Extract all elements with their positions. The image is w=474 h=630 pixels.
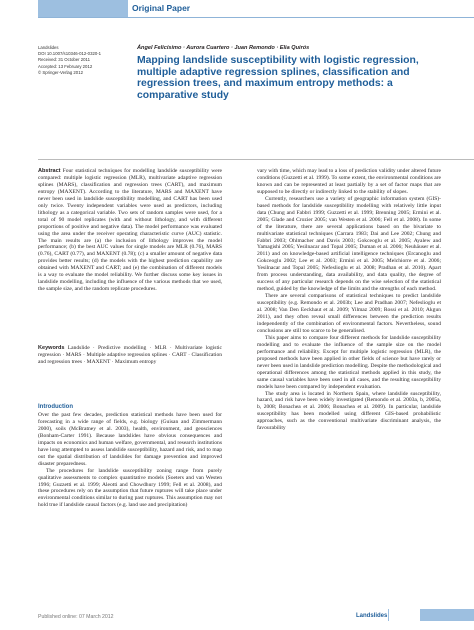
introduction-body bbox=[38, 412, 222, 509]
article-meta bbox=[38, 45, 120, 76]
body-paragraph: This paper aims to compare four different methods for landslide susceptibility modelling and to evaluate the influence of the sample size on the model performance and reliability. Except for multiple logistic regression (MLR), the proposed methods have been applied in other fields of science but have rarely or never been used in landslide prediction modelling. Despite the methodological and operational differences among the statistical methods applied in this study, the same causal variables have been used in all cases, and the resulting susceptibility models have been compared by independent evaluation. bbox=[257, 334, 441, 390]
authors: Ángel Felicísimo · Aurora Cuartero · Juan Remondo · Elia Quirós bbox=[137, 45, 310, 51]
copyright: © Springer-Verlag 2012 bbox=[38, 69, 83, 75]
footer-accent-block bbox=[420, 609, 474, 621]
right-column bbox=[257, 168, 441, 432]
body-paragraph: vary with time, which may lead to a loss of prediction validity under altered future conditions (Guzzetti et al. 1999). To some extent, the environmental conditions are known and can be represented at least partially by a set of factor maps that are supposed to be directly or indirectly linked to the stability of slopes. bbox=[257, 168, 441, 195]
footer-journal: Landslides bbox=[356, 613, 388, 619]
keywords-text: Landslide · Predictive modelling · MLR · Multivariate logistic regression · MARS · Multiple adaptive regression splines · CART · Classification and regression trees · MAXENT · Maximum entropy bbox=[38, 345, 222, 365]
abstract-label: Abstract bbox=[38, 168, 61, 174]
keywords bbox=[38, 345, 222, 366]
body-paragraph: Currently, researchers use a variety of geographic information system (GIS)-based methods for landslide susceptibility modelling with relatively little input data (Chung and Fabbri 1999; Guzzetti et al. 1999; Brenning 2005; Ermini et al. 2005; Glade and Crozier 2005; van Westen et al. 2006; Fell et al. 2008). In some of the literature, there are several applications based on the bivariate to multivariate statistical techniques (Carrara 1983; Dai and Lee 2002; Chung and Fabbri 2003; Ohlmacher and Davis 2003; Gokceoglu et al. 2005; Ayalew and Yamagishi 2005; Yesilnacar and Topal 2005; Duman et al. 2006; Neuhäuser et al. 2011) and on knowledge-based artificial intelligence techniques (Ercanoglu and Gokceoglu 2002; Lee et al. 2003; Ermini et al. 2005; Melchiorre et al. 2006; Yesilnacar and Topal 2005; Nefeslioglu et al. 2008; Pradhan et al. 2010). Apart from process understanding, data availability, and data quality, the degree of success of any particular research depends on the wise selection of the statistical method, guided by the knowledge of the limits and the strengths of each method. bbox=[257, 195, 441, 293]
header-accent-block bbox=[38, 0, 128, 17]
paper-title: Mapping landslide susceptibility with logistic regression, multiple adaptive regression splines, classification and regression trees, and maximum entropy methods: a comparative study bbox=[137, 55, 419, 101]
introduction-heading: Introduction bbox=[38, 404, 73, 410]
received-date: Received: 31 October 2011 bbox=[38, 57, 90, 63]
intro-paragraph: The procedures for landslide susceptibility zoning range from purely qualitative assessments to complex quantitative models (Soeters and van Westen 1996; Guzzetti et al. 1999; Aleotti and Chowdhury 1999; Fell et al. 2008), and these procedures rely on the assumption that future ruptures will take place under environmental conditions similar to during past ruptures. This assumption may not hold true if landslide causal factors (e.g. land use and precipitation) bbox=[38, 467, 222, 509]
keywords-label: Keywords bbox=[38, 345, 65, 351]
abstract-text: Four statistical techniques for modelling landslide susceptibility were compared: multiple logistic regression (MLR), multivariate adaptive regression splines (MARS), classification and regression trees (CART), and maximum entropy (MAXENT). According to the literature, MARS and MAXENT have never been used in landslide susceptibility modelling, and CART has been used only twice. Twenty independent variables were used as predictors, including lithology as a categorical variable. Two sets of random samples were used, for a total of 90 model replicates (with and without lithology, and with different proportions of positive and negative data). The model performance was evaluated using the area under the receiver operating characteristic curve (AUC) statistic. The main results are (a) the inclusion of lithology improves the model performance; (b) the best AUC values for single models are MLR (0.76), MARS (0.76), CART (0.77), and MAXENT (0.78); (c) a smaller amount of negative data provides better results; (d) the models with the highest prediction capability are obtained with MAXENT and CART; and (e) the combination of different models is a way to evaluate the model reliability. We further discuss some key issues in landslide modelling, including the influence of the various methods that we used, the sample size, and the random replicate procedures. bbox=[38, 168, 222, 293]
abstract bbox=[38, 168, 222, 293]
body-paragraph: There are several comparisons of statistical techniques to predict landslide susceptibility (e.g. Remondo et al. 2003b; Lee and Pradhan 2007; Nefeslioglu et al. 2008; Van Den Eeckhaut et al. 2009; Yilmaz 2009; Rossi et al. 2010; Akgun 2011), and they often reveal small differences between the prediction results independently of the combination of environmental factors. Nevertheless, sound conclusions are still too scarce to be generalised. bbox=[257, 293, 441, 334]
body-paragraph: The study area is located in Northern Spain, where landslide susceptibility, hazard, and risk have been widely investigated (Remondo et al. 2003a, b, 2005a, b, 2008; Bonachea et al. 2006; Bonachea et al. 2009). In particular, landslide susceptibility has been modelled using different GIS-based probabilistic approaches, such as the conventional multivariate discriminant analysis, the favourability bbox=[257, 390, 441, 432]
doi: DOI 10.1007/s10346-012-0320-1 bbox=[38, 51, 102, 57]
article-type-label: Original Paper bbox=[132, 3, 191, 13]
published-online: Published online: 07 March 2012 bbox=[38, 614, 114, 620]
journal-name: Landslides bbox=[38, 45, 59, 50]
accepted-date: Accepted: 13 February 2012 bbox=[38, 63, 93, 69]
footer-separator bbox=[388, 609, 389, 621]
section-divider bbox=[38, 159, 474, 160]
intro-paragraph: Over the past few decades, prediction statistical methods have been used for forecasting in a wide range of fields, e.g. biology (Guisan and Zimmermann 2000), soils (McBratney et al. 2003), health, environment, and geosciences (Bonham-Carter 1991). Because landslides have obvious consequences and impacts on economics and human welfare, governmental, and research institutions have long attempted to assess landslide susceptibility, hazard and risk, and to map out the spatial distribution of landslides for damage prevention and improved disaster preparedness. bbox=[38, 412, 222, 467]
